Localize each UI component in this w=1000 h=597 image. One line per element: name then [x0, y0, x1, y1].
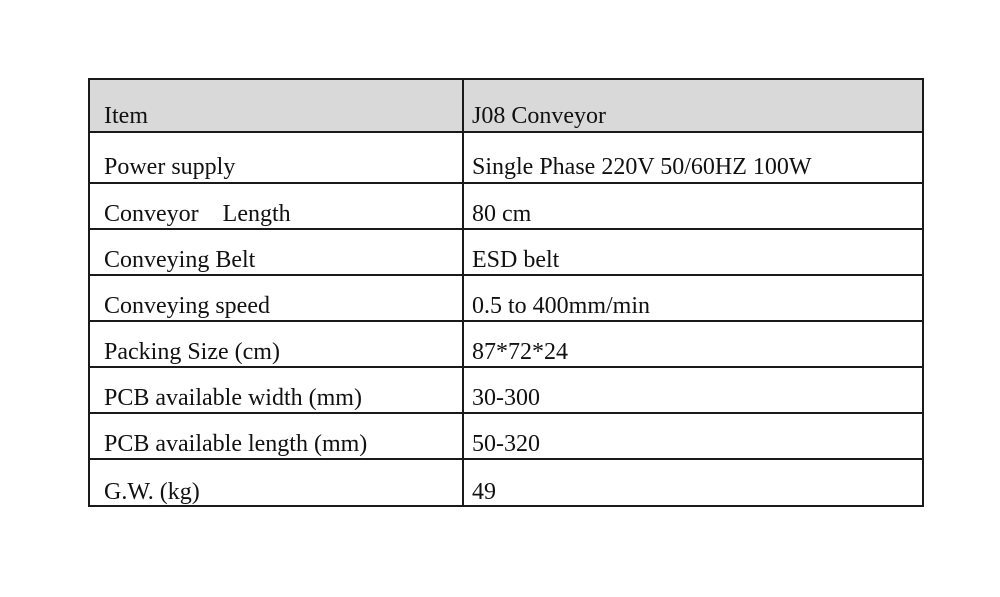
row-value: 49 [463, 459, 923, 506]
row-value: Single Phase 220V 50/60HZ 100W [463, 132, 923, 183]
row-label: PCB available width (mm) [89, 367, 463, 413]
table-row [89, 321, 923, 367]
table-row [89, 459, 923, 506]
row-value: 30-300 [463, 367, 923, 413]
row-label: Conveying Belt [89, 229, 463, 275]
row-value: 50-320 [463, 413, 923, 459]
table-header-row [89, 79, 923, 132]
table-row [89, 229, 923, 275]
table-row [89, 275, 923, 321]
row-value: 0.5 to 400mm/min [463, 275, 923, 321]
table-row [89, 183, 923, 229]
row-label: Conveying speed [89, 275, 463, 321]
spec-table [88, 78, 924, 507]
header-item-cell: Item [89, 79, 463, 132]
row-label: PCB available length (mm) [89, 413, 463, 459]
row-value: ESD belt [463, 229, 923, 275]
row-label: Packing Size (cm) [89, 321, 463, 367]
table-row [89, 367, 923, 413]
table-row [89, 132, 923, 183]
row-value: 80 cm [463, 183, 923, 229]
table-row [89, 413, 923, 459]
header-model-cell: J08 Conveyor [463, 79, 923, 132]
row-label: Power supply [89, 132, 463, 183]
row-label: G.W. (kg) [89, 459, 463, 506]
row-value: 87*72*24 [463, 321, 923, 367]
row-label: Conveyor Length [89, 183, 463, 229]
